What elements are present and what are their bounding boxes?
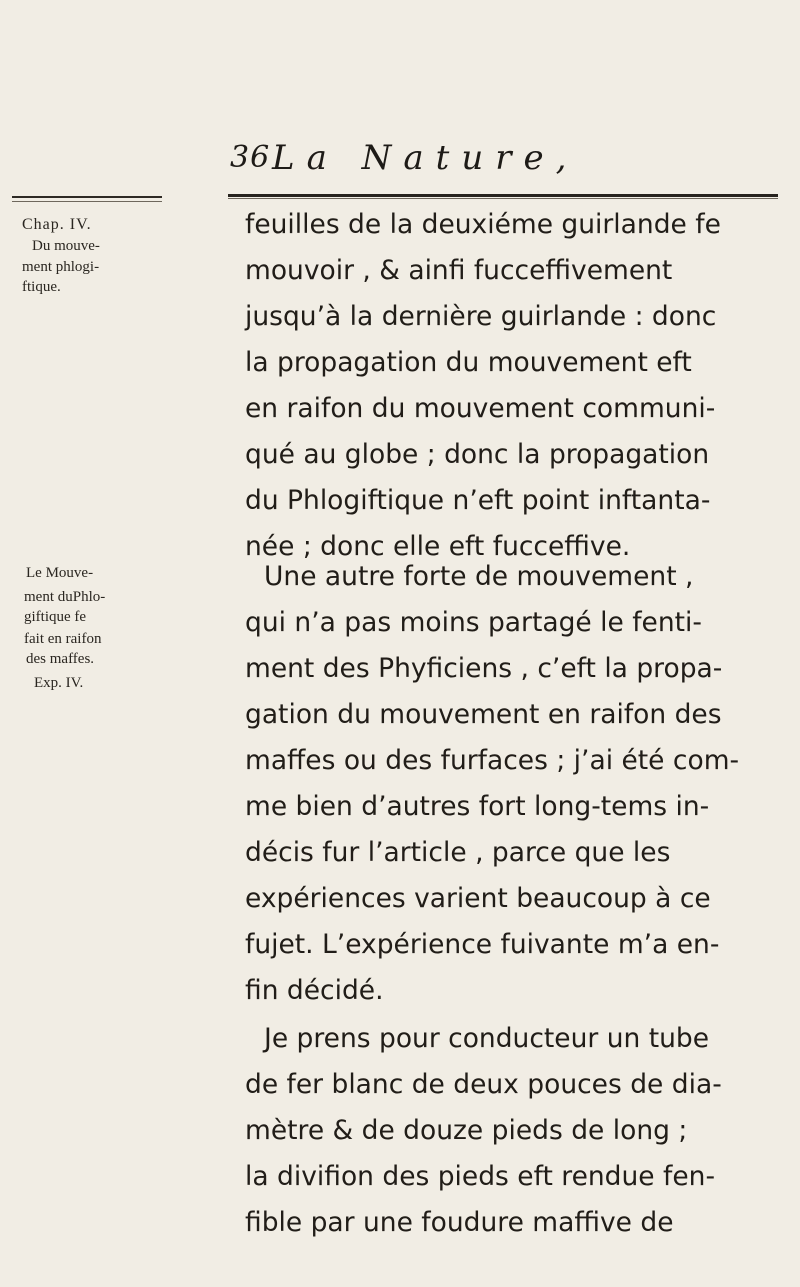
text-line: de fer blanc de deux pouces de dia-	[245, 1069, 722, 1100]
margin-note-experiment: Exp. IV.	[34, 675, 84, 691]
header-rule	[228, 194, 778, 197]
margin-rule-thin	[12, 201, 162, 202]
text-line: la divifion des pieds eft rendue fen-	[245, 1161, 715, 1192]
text-line: fible par une foudure maffive de	[245, 1207, 674, 1238]
margin-note: fait en raifon	[24, 631, 102, 647]
margin-note: Du mouve-	[32, 238, 100, 254]
text-line: mouvoir , & ainfi fucceffivement	[245, 255, 673, 286]
text-line: en raifon du mouvement communi-	[245, 393, 716, 424]
text-line: maffes ou des furfaces ; j’ai été com-	[245, 745, 740, 776]
running-title: La Nature,	[272, 138, 579, 178]
paragraph-start-line: Une autre forte de mouvement ,	[264, 561, 694, 592]
text-line: la propagation du mouvement eft	[245, 347, 692, 378]
margin-note: ftique.	[22, 279, 61, 295]
text-line: qué au globe ; donc la propagation	[245, 439, 710, 470]
text-line: jusqu’à la dernière guirlande : donc	[245, 301, 717, 332]
margin-note: giftique fe	[24, 609, 87, 625]
text-line: du Phlogiftique n’eft point inftanta-	[245, 485, 711, 516]
text-line: gation du mouvement en raifon des	[245, 699, 722, 730]
text-line: décis fur l’article , parce que les	[245, 837, 671, 868]
running-header	[230, 140, 770, 184]
margin-note: ment duPhlo-	[24, 589, 106, 605]
text-line: fin décidé.	[245, 975, 384, 1006]
paragraph-start-line: Je prens pour conducteur un tube	[264, 1023, 710, 1054]
page-number: 36	[230, 140, 271, 175]
header-rule-thin	[228, 198, 778, 199]
margin-note: des maffes.	[26, 651, 95, 667]
text-line: ment des Phyficiens , c’eft la propa-	[245, 653, 723, 684]
margin-note: Le Mouve-	[26, 565, 94, 581]
margin-note-chapter: Chap. IV.	[22, 216, 92, 233]
text-line: qui n’a pas moins partagé le fenti-	[245, 607, 702, 638]
text-line: feuilles de la deuxiéme guirlande fe	[245, 209, 721, 240]
text-line: expériences varient beaucoup à ce	[245, 883, 711, 914]
text-line: née ; donc elle eft fucceffive.	[245, 531, 631, 562]
text-line: mètre & de douze pieds de long ;	[245, 1115, 688, 1146]
margin-note: ment phlogi-	[22, 259, 100, 275]
text-line: me bien d’autres fort long-tems in-	[245, 791, 710, 822]
margin-rule	[12, 196, 162, 198]
text-line: fujet. L’expérience fuivante m’a en-	[245, 929, 720, 960]
